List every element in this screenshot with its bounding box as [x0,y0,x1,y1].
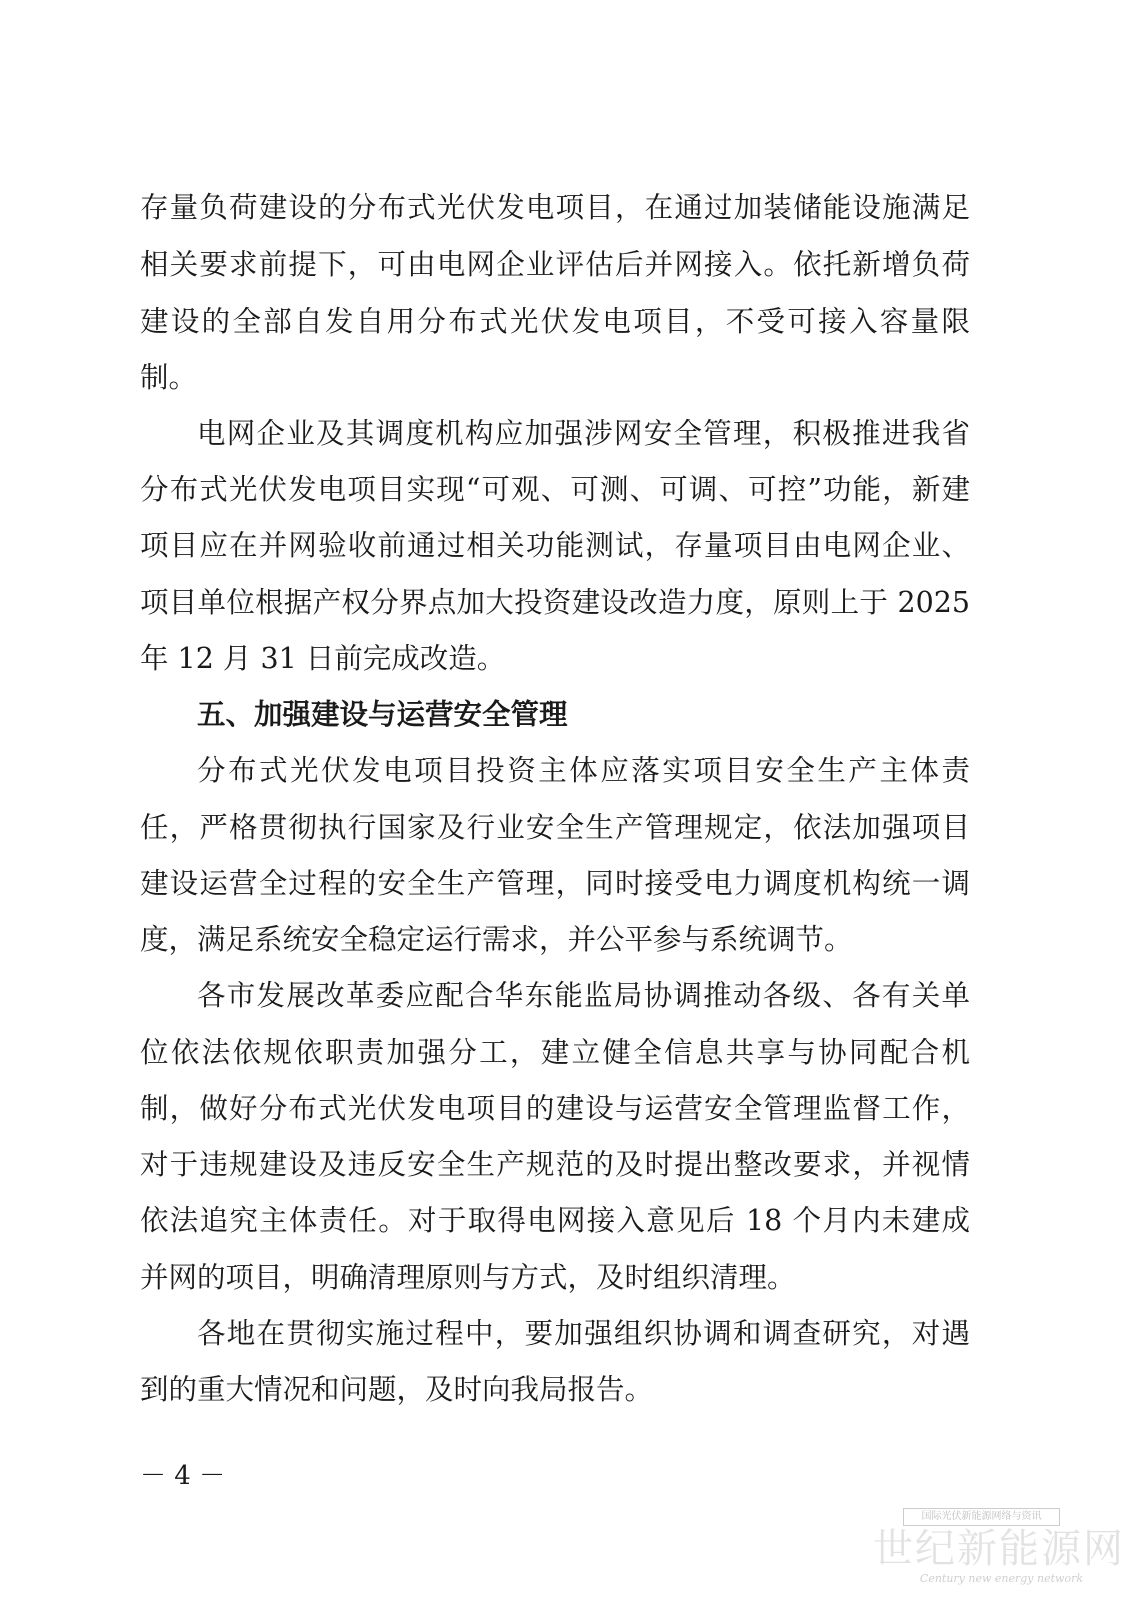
body-text-line: 对于违规建设及违反安全生产规范的及时提出整改要求，并视情 [140,1148,970,1181]
body-text-line: 项目应在并网验收前通过相关功能测试，存量项目由电网企业、 [140,529,970,562]
watermark-subtitle: 国际光伏新能源网络与资讯 [903,1508,1060,1526]
page-number: － 4 － [140,1461,226,1491]
body-text-line: 分布式光伏发电项目投资主体应落实项目安全生产主体责 [197,754,970,787]
body-text-line: 到的重大情况和问题，及时向我局报告。 [140,1373,654,1406]
body-text-line: 任，严格贯彻执行国家及行业安全生产管理规定，依法加强项目 [140,811,970,844]
section-heading: 五、加强建设与运营安全管理 [197,698,568,731]
body-text-line: 制。 [140,361,198,394]
body-text-line: 各地在贯彻实施过程中，要加强组织协调和调查研究，对遇 [197,1317,970,1350]
body-text-line: 存量负荷建设的分布式光伏发电项目，在通过加装储能设施满足 [140,191,970,224]
body-text-line: 年 12 月 31 日前完成改造。 [140,642,506,675]
body-text-line: 依法追究主体责任。对于取得电网接入意见后 18 个月内未建成 [140,1204,970,1237]
body-text-line: 建设运营全过程的安全生产管理，同时接受电力调度机构统一调 [140,867,970,900]
body-text-line: 项目单位根据产权分界点加大投资建设改造力度，原则上于 2025 [140,586,970,619]
body-text-line: 各市发展改革委应配合华东能监局协调推动各级、各有关单 [197,979,970,1012]
watermark-title: 世纪新能源网 [873,1526,1125,1572]
body-text-line: 度，满足系统安全稳定运行需求，并公平参与系统调节。 [140,923,853,956]
watermark-english: Century new energy network [919,1572,1083,1585]
body-text-line: 电网企业及其调度机构应加强涉网安全管理，积极推进我省 [197,417,970,450]
body-text-line: 制，做好分布式光伏发电项目的建设与运营安全管理监督工作， [140,1092,970,1125]
body-text-line: 位依法依规依职责加强分工，建立健全信息共享与协同配合机 [140,1036,970,1069]
body-text-line: 并网的项目，明确清理原则与方式，及时组织清理。 [140,1261,796,1294]
body-text-line: 分布式光伏发电项目实现“可观、可测、可调、可控”功能，新建 [140,473,970,506]
watermark-logo [873,1508,1125,1588]
body-text-line: 相关要求前提下，可由电网企业评估后并网接入。依托新增负荷 [140,248,970,281]
body-text-line: 建设的全部自发自用分布式光伏发电项目，不受可接入容量限 [140,305,970,338]
